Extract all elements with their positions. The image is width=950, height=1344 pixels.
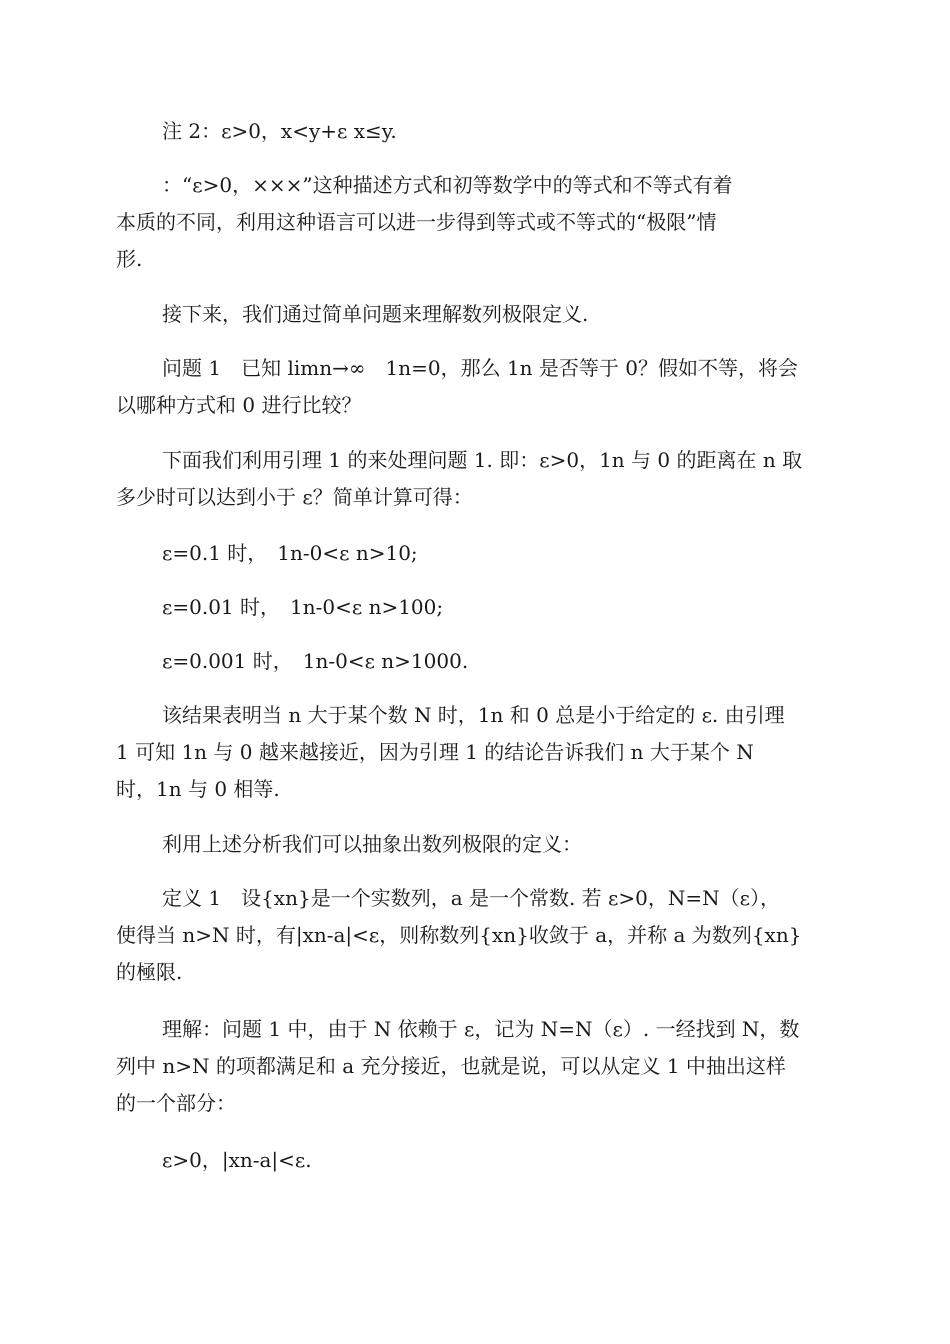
lemma-use-paragraph [116,442,832,516]
text-line: ε>0，|xn-a|<ε. [162,1148,312,1172]
text-line: ε=0.01 时， 1n-0<ε n>100; [162,595,444,619]
epsilon-case-3 [116,643,832,680]
understanding-paragraph [116,1011,832,1122]
text-line: 的一个部分： [116,1091,236,1115]
text-line: ε=0.1 时， 1n-0<ε n>10; [162,541,418,565]
text-line: 接下来，我们通过简单问题来理解数列极限定义. [162,302,589,326]
text-line: 时，1n 与 0 相等. [116,777,280,801]
text-line: 利用上述分析我们可以抽象出数列极限的定义： [162,832,582,856]
epsilon-case-1 [116,535,832,572]
text-line: 下面我们利用引理 1 的来处理问题 1. 即：ε>0，1n 与 0 的距离在 n 取 [162,448,803,472]
text-line: 使得当 n>N 时，有|xn-a|<ε，则称数列{xn}收敛于 a，并称 a 为数列{xn} [116,923,802,947]
text-line: 多少时可以达到小于 ε？简单计算可得： [116,485,473,509]
result-paragraph [116,697,832,808]
text-line: 1 可知 1n 与 0 越来越接近，因为引理 1 的结论告诉我们 n 大于某个 N [116,740,754,764]
note-2-paragraph [116,113,832,150]
remark-paragraph [116,167,832,278]
text-line: 列中 n>N 的项都满足和 a 充分接近，也就是说，可以从定义 1 中抽出这样 [116,1054,786,1078]
text-line: 该结果表明当 n 大于某个数 N 时，1n 和 0 总是小于给定的 ε. 由引理 [162,703,785,727]
next-paragraph [116,296,832,333]
abstract-paragraph [116,826,832,863]
question-1-paragraph [116,350,832,424]
text-line: 本质的不同，利用这种语言可以进一步得到等式或不等式的“极限”情 [116,210,717,234]
text-line: 的極限. [116,960,183,984]
text-line: 问题 1 已知 limn→∞ 1n=0，那么 1n 是否等于 0？假如不等，将会 [162,356,798,380]
text-line: 定义 1 设{xn}是一个实数列，a 是一个常数. 若 ε>0，N=N（ε）， [162,886,781,910]
text-line: 以哪种方式和 0 进行比较？ [116,393,362,417]
text-line: 注 2：ε>0，x<y+ε x≤y. [162,119,397,143]
final-formula [116,1142,832,1179]
text-line: ε=0.001 时， 1n-0<ε n>1000. [162,649,469,673]
text-line: 形. [116,247,143,271]
text-line: 理解：问题 1 中，由于 N 依赖于 ε，记为 N=N（ε）. 一经找到 N，数 [162,1017,800,1041]
text-line: ：“ε>0，×××”这种描述方式和初等数学中的等式和不等式有着 [162,173,733,197]
epsilon-case-2 [116,589,832,626]
definition-1-paragraph [116,880,832,991]
